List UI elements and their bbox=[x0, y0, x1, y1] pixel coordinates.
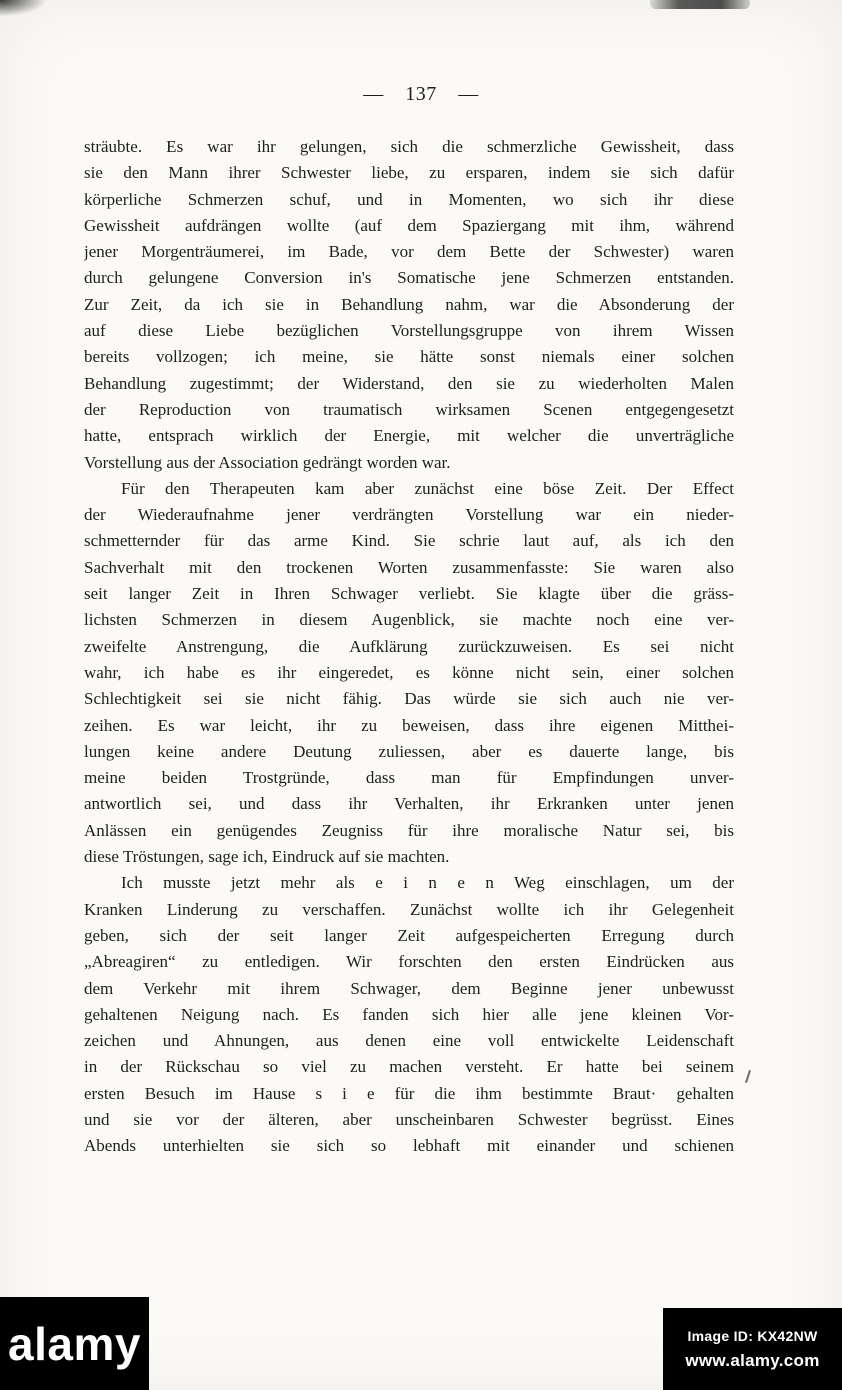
text-block bbox=[84, 134, 734, 1160]
text-line: meine beiden Trostgründe, dass man für Empfindungen unver- bbox=[84, 768, 734, 788]
text-line: gehaltenen Neigung nach. Es fanden sich hier alle jene kleinen Vor- bbox=[84, 1004, 734, 1024]
text-line: ersten Besuch im Hause s i e für die ihm bestimmte Braut· gehalten bbox=[84, 1083, 734, 1103]
text-line: lichsten Schmerzen in diesem Augenblick, sie machte noch eine ver- bbox=[84, 610, 734, 630]
text-line: schmetternder für das arme Kind. Sie schrie laut auf, als ich den bbox=[84, 531, 734, 551]
text-line: Sachverhalt mit den trockenen Worten zusammenfasste: Sie waren also bbox=[84, 557, 734, 577]
scan-artifact-right-margin bbox=[745, 1070, 751, 1083]
text-line: dem Verkehr mit ihrem Schwager, dem Beginne jener unbewusst bbox=[84, 978, 734, 998]
text-line: durch gelungene Conversion in's Somatische jene Schmerzen entstanden. bbox=[84, 268, 734, 288]
text-line: zweifelte Anstrengung, die Aufklärung zurückzuweisen. Es sei nicht bbox=[84, 636, 734, 656]
text-line: Zur Zeit, da ich sie in Behandlung nahm, war die Absonderung der bbox=[84, 294, 734, 314]
text-line: antwortlich sei, und dass ihr Verhalten, ihr Erkranken unter jenen bbox=[84, 794, 734, 814]
page-number: — 137 — bbox=[363, 83, 479, 105]
text-line: Kranken Linderung zu verschaffen. Zunächst wollte ich ihr Gelegenheit bbox=[84, 899, 734, 919]
text-line: jener Morgenträumerei, im Bade, vor dem Bette der Schwester) waren bbox=[84, 242, 734, 262]
text-line: Gewissheit aufdrängen wollte (auf dem Spaziergang mit ihm, während bbox=[84, 215, 734, 235]
image-id-label: Image ID: KX42NW bbox=[687, 1327, 818, 1344]
alamy-info-bar bbox=[663, 1308, 842, 1390]
text-line: seit langer Zeit in Ihren Schwager verliebt. Sie klagte über die gräss- bbox=[84, 584, 734, 604]
text-line: körperliche Schmerzen schuf, und in Momenten, wo sich ihr diese bbox=[84, 189, 734, 209]
text-line: bereits vollzogen; ich meine, sie hätte sonst niemals einer solchen bbox=[84, 347, 734, 367]
text-line: Abends unterhielten sie sich so lebhaft mit einander und schienen bbox=[84, 1136, 734, 1156]
text-line: auf diese Liebe bezüglichen Vorstellungsgruppe von ihrem Wissen bbox=[84, 321, 734, 341]
text-line: Für den Therapeuten kam aber zunächst eine böse Zeit. Der Effect bbox=[121, 478, 734, 498]
text-line: in der Rückschau so viel zu machen versteht. Er hatte bei seinem bbox=[84, 1057, 734, 1077]
text-line: lungen keine andere Deutung zuliessen, aber es dauerte lange, bis bbox=[84, 741, 734, 761]
alamy-url-label: www.alamy.com bbox=[685, 1350, 820, 1370]
text-line: Ich musste jetzt mehr als e i n e n Weg einschlagen, um der bbox=[121, 873, 734, 893]
text-line: und sie vor der älteren, aber unscheinbaren Schwester begrüsst. Eines bbox=[84, 1109, 734, 1129]
text-line: zeichen und Ahnungen, aus denen eine voll entwickelte Leidenschaft bbox=[84, 1031, 734, 1051]
alamy-logo: alamy bbox=[8, 1317, 141, 1370]
scan-artifact-top-right bbox=[650, 0, 750, 9]
text-line: sie den Mann ihrer Schwester liebe, zu ersparen, indem sie sich dafür bbox=[84, 163, 734, 183]
text-line: hatte, entsprach wirklich der Energie, mit welcher die unverträgliche bbox=[84, 426, 734, 446]
scan-artifact-top-left bbox=[0, 0, 46, 16]
text-line: Vorstellung aus der Association gedrängt worden war. bbox=[84, 452, 451, 472]
text-line: der Wiederaufnahme jener verdrängten Vorstellung war ein nieder- bbox=[84, 505, 734, 525]
text-line: Anlässen ein genügendes Zeugniss für ihre moralische Natur sei, bis bbox=[84, 820, 734, 840]
text-line: zeihen. Es war leicht, ihr zu beweisen, dass ihre eigenen Mitthei- bbox=[84, 715, 734, 735]
alamy-logo-bar bbox=[0, 1297, 149, 1390]
text-line: der Reproduction von traumatisch wirksamen Scenen entgegengesetzt bbox=[84, 399, 734, 419]
text-line: diese Tröstungen, sage ich, Eindruck auf sie machten. bbox=[84, 847, 450, 867]
text-line: Schlechtigkeit sei sie nicht fähig. Das würde sie sich auch nie ver- bbox=[84, 689, 734, 709]
text-line: Behandlung zugestimmt; der Widerstand, den sie zu wiederholten Malen bbox=[84, 373, 734, 393]
text-line: wahr, ich habe es ihr eingeredet, es könne nicht sein, einer solchen bbox=[84, 662, 734, 682]
text-line: geben, sich der seit langer Zeit aufgespeicherten Erregung durch bbox=[84, 925, 734, 945]
text-line: sträubte. Es war ihr gelungen, sich die schmerzliche Gewissheit, dass bbox=[84, 137, 734, 156]
text-line: „Abreagiren“ zu entledigen. Wir forschten den ersten Eindrücken aus bbox=[84, 952, 734, 972]
